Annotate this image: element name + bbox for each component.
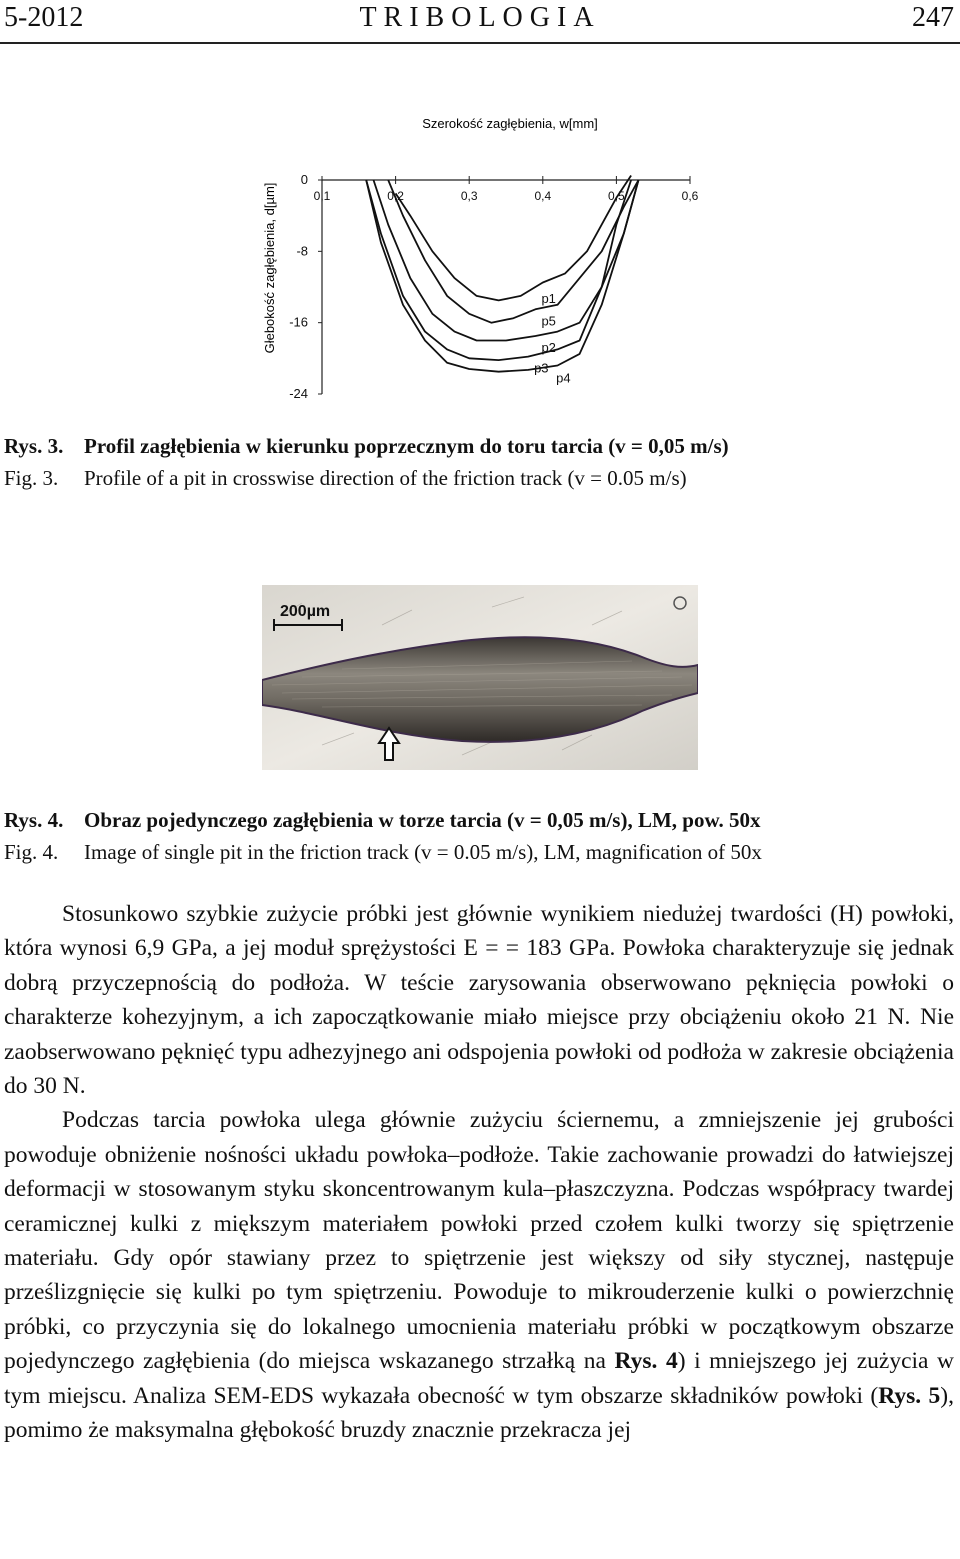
micrograph-image — [262, 585, 698, 770]
y-tick-label: -8 — [296, 243, 308, 259]
page-number: 247 — [912, 2, 954, 33]
series-line-p5 — [388, 180, 638, 323]
pit-profile-chart — [250, 108, 720, 408]
y-tick-label: -16 — [289, 314, 308, 330]
body-text — [4, 897, 954, 1448]
x-tick-label: 0,1 — [313, 189, 331, 203]
paragraph-1: Stosunkowo szybkie zużycie próbki jest głównie wynikiem niedużej twardości (H) powłoki, która wynosi 6,9 GPa, a jej moduł sprężystości E = = 183 GPa. Powłoka charakteryzuje się jednak dobrą przyczepnością do podłoża. W teście zarysowania obserwowano pęknięcia powłoki o charakterze kohezyjnym, a ich zapoczątkowanie miało miejsce przy obciążeniu około 21 N. Nie zaobserwowano pęknięć typu adhezyjnego ani odspojenia powłoki od podłoża w zakresie obciążenia do 30 N. — [4, 901, 954, 1100]
series-label-p5: p5 — [541, 313, 556, 329]
y-tick-label: -24 — [289, 386, 308, 401]
fig3-number-en: Fig. 3. — [4, 466, 59, 490]
series-line-p1 — [396, 176, 631, 301]
page-header — [0, 0, 960, 44]
chart-title: Szerokość zagłębienia, w[mm] — [422, 116, 598, 131]
chart-series — [366, 176, 638, 386]
series-label-p2: p2 — [541, 340, 556, 356]
fig3-caption-en — [4, 466, 687, 491]
figure-reference-5: Rys. 5 — [878, 1382, 941, 1409]
fig4-caption-en — [4, 840, 762, 865]
fig3-caption-pl — [4, 434, 729, 459]
chart-ticks — [289, 172, 698, 401]
fig4-text-en: Image of single pit in the friction track (v = 0.05 m/s), LM, magnification of 50x — [84, 840, 762, 864]
x-tick-label: 0,6 — [681, 189, 699, 203]
paragraph-2-part-c: ), pomimo że maksymalna głębokość bruzdy znacznie przekracza jej — [4, 1382, 954, 1444]
fig4-number-en: Fig. 4. — [4, 840, 59, 864]
header-rule — [0, 42, 960, 44]
fig3-text-pl: Profil zagłębienia w kierunku poprzecznym do toru tarcia (v = 0,05 m/s) — [84, 434, 729, 458]
y-tick-label: 0 — [300, 172, 308, 187]
paragraph-2 — [4, 1103, 954, 1447]
series-label-p3: p3 — [534, 360, 549, 376]
fig4-caption-pl — [4, 808, 760, 833]
x-tick-label: 0,2 — [387, 189, 404, 203]
x-tick-label: 0,3 — [460, 189, 478, 203]
issue-number: 5-2012 — [4, 2, 84, 33]
series-line-p2 — [374, 180, 639, 341]
series-label-p4: p4 — [556, 370, 571, 386]
chart-axes — [322, 180, 690, 394]
paragraph-2-part-b: ) i mniejszego jej zużycia w tym miejscu. Analiza SEM-EDS wykazała obecność w tym obszarze składników powłoki ( — [4, 1348, 955, 1409]
series-line-p4 — [366, 180, 638, 372]
figure-reference-4: Rys. 4 — [614, 1348, 678, 1375]
x-tick-label: 0,4 — [534, 189, 552, 203]
x-tick-label: 0,5 — [608, 189, 625, 203]
fig4-text-pl: Obraz pojedynczego zagłębienia w torze tarcia (v = 0,05 m/s), LM, pow. 50x — [84, 808, 761, 832]
scale-bar-label: 200µm — [280, 603, 331, 620]
paragraph-2-part-a: Podczas tarcia powłoka ulega głównie zużyciu ściernemu, a zmniejszenie jej grubości powoduje obniżenie nośności układu powłoka–podłoże. Takie zachowanie prowadzi do łatwiejszej deformacji w stosowanym styku skoncentrowanym kula–płaszczyzna. Podczas współpracy twardej ceramicznej kulki z miększym materiałem powłoki przed czołem kulki tworzy się spiętrzenie materiału. Gdy opór stawiany przez to spiętrzenie jest większy od siły stycznej, następuje prześlizgnięcie się kulki po tym spiętrzeniu. Powoduje to mikrouderzenie kulki o powierzchnię próbki, co przyczynia się do lokalnego umocnienia materiału próbki w początkowym obszarze pojedynczego zagłębienia (do miejsca wskazanego strzałką na — [4, 1107, 954, 1375]
series-label-p1: p1 — [541, 291, 556, 306]
fig3-text-en: Profile of a pit in crosswise direction of the friction track (v = 0.05 m/s) — [84, 466, 687, 490]
fig4-number-pl: Rys. 4. — [4, 808, 64, 832]
fig3-number-pl: Rys. 3. — [4, 434, 64, 458]
series-line-p3 — [366, 180, 631, 360]
journal-name: TRIBOLOGIA — [359, 2, 601, 33]
y-axis-label: Głebokość zagłębienia, d[µm] — [262, 182, 277, 354]
